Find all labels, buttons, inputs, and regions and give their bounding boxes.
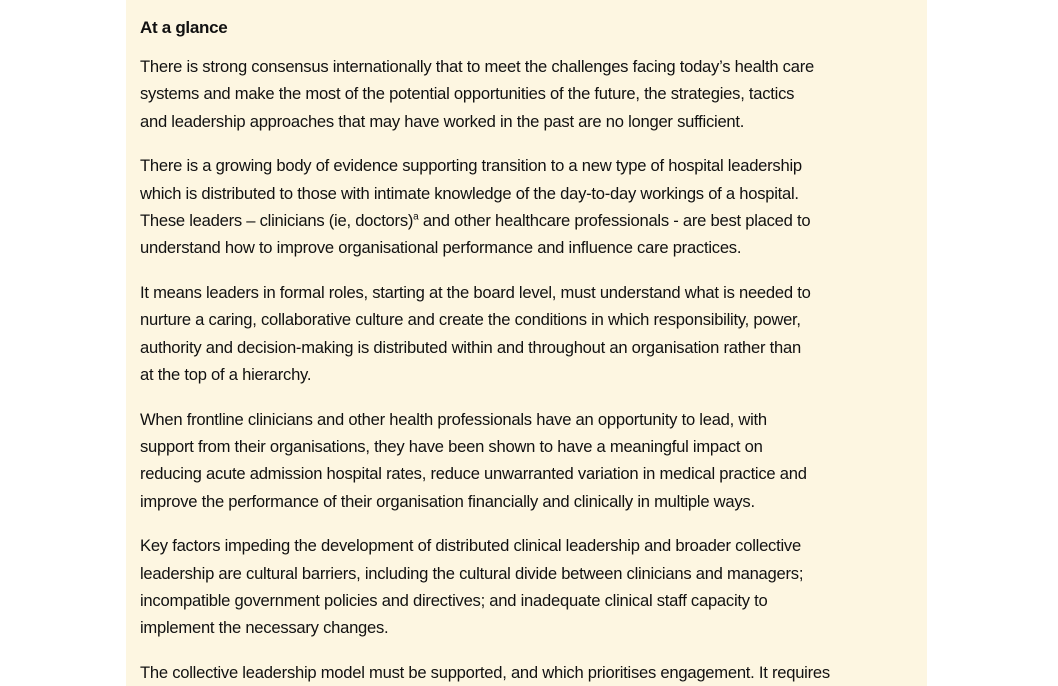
paragraph-6 (140, 659, 920, 686)
text-line: support from their organisations, they have been shown to have a meaningful impact on (140, 437, 763, 457)
text-line: at the top of a hierarchy. (140, 364, 312, 384)
at-a-glance-panel (126, 0, 927, 686)
text-line: implement the necessary changes. (140, 618, 389, 638)
text-line: nurture a caring, collaborative culture and create the conditions in which responsibility, power, (140, 310, 801, 330)
text-line: which is distributed to those with intimate knowledge of the day-to-day workings of a hospital. (140, 183, 799, 203)
paragraph-2 (140, 152, 920, 261)
text-segment: These leaders – clinicians (ie, doctors) (140, 210, 414, 230)
section-heading: At a glance (140, 18, 228, 37)
text-line: leadership are cultural barriers, including the cultural divide between clinicians and managers; (140, 563, 804, 583)
text-line: There is a growing body of evidence supporting transition to a new type of hospital leadership (140, 156, 802, 176)
paragraph-3 (140, 279, 920, 388)
text-line: There is strong consensus internationally that to meet the challenges facing today’s health care (140, 57, 814, 76)
footnote-marker[interactable]: a (413, 211, 419, 223)
text-line: understand how to improve organisational performance and influence care practices. (140, 238, 742, 258)
text-line: It means leaders in formal roles, starting at the board level, must understand what is needed to (140, 283, 811, 303)
text-line-with-footnote (140, 207, 920, 234)
paragraph-5 (140, 532, 920, 641)
text-line: systems and make the most of the potential opportunities of the future, the strategies, tactics (140, 84, 795, 104)
section-body (140, 53, 920, 686)
paragraph-4 (140, 406, 920, 515)
text-line: and leadership approaches that may have worked in the past are no longer sufficient. (140, 111, 745, 131)
text-segment: and other healthcare professionals - are best placed to (418, 210, 811, 230)
text-line: authority and decision-making is distributed within and throughout an organisation rather than (140, 337, 801, 357)
text-line: Key factors impeding the development of distributed clinical leadership and broader collective (140, 536, 801, 556)
text-line: incompatible government policies and directives; and inadequate clinical staff capacity to (140, 591, 768, 611)
text-line: The collective leadership model must be supported, and which prioritises engagement. It requires (140, 663, 830, 683)
paragraph-1 (140, 53, 920, 135)
text-line: reducing acute admission hospital rates, reduce unwarranted variation in medical practice and (140, 464, 807, 484)
text-line: improve the performance of their organisation financially and clinically in multiple ways. (140, 491, 755, 511)
text-line: When frontline clinicians and other health professionals have an opportunity to lead, with (140, 409, 767, 429)
